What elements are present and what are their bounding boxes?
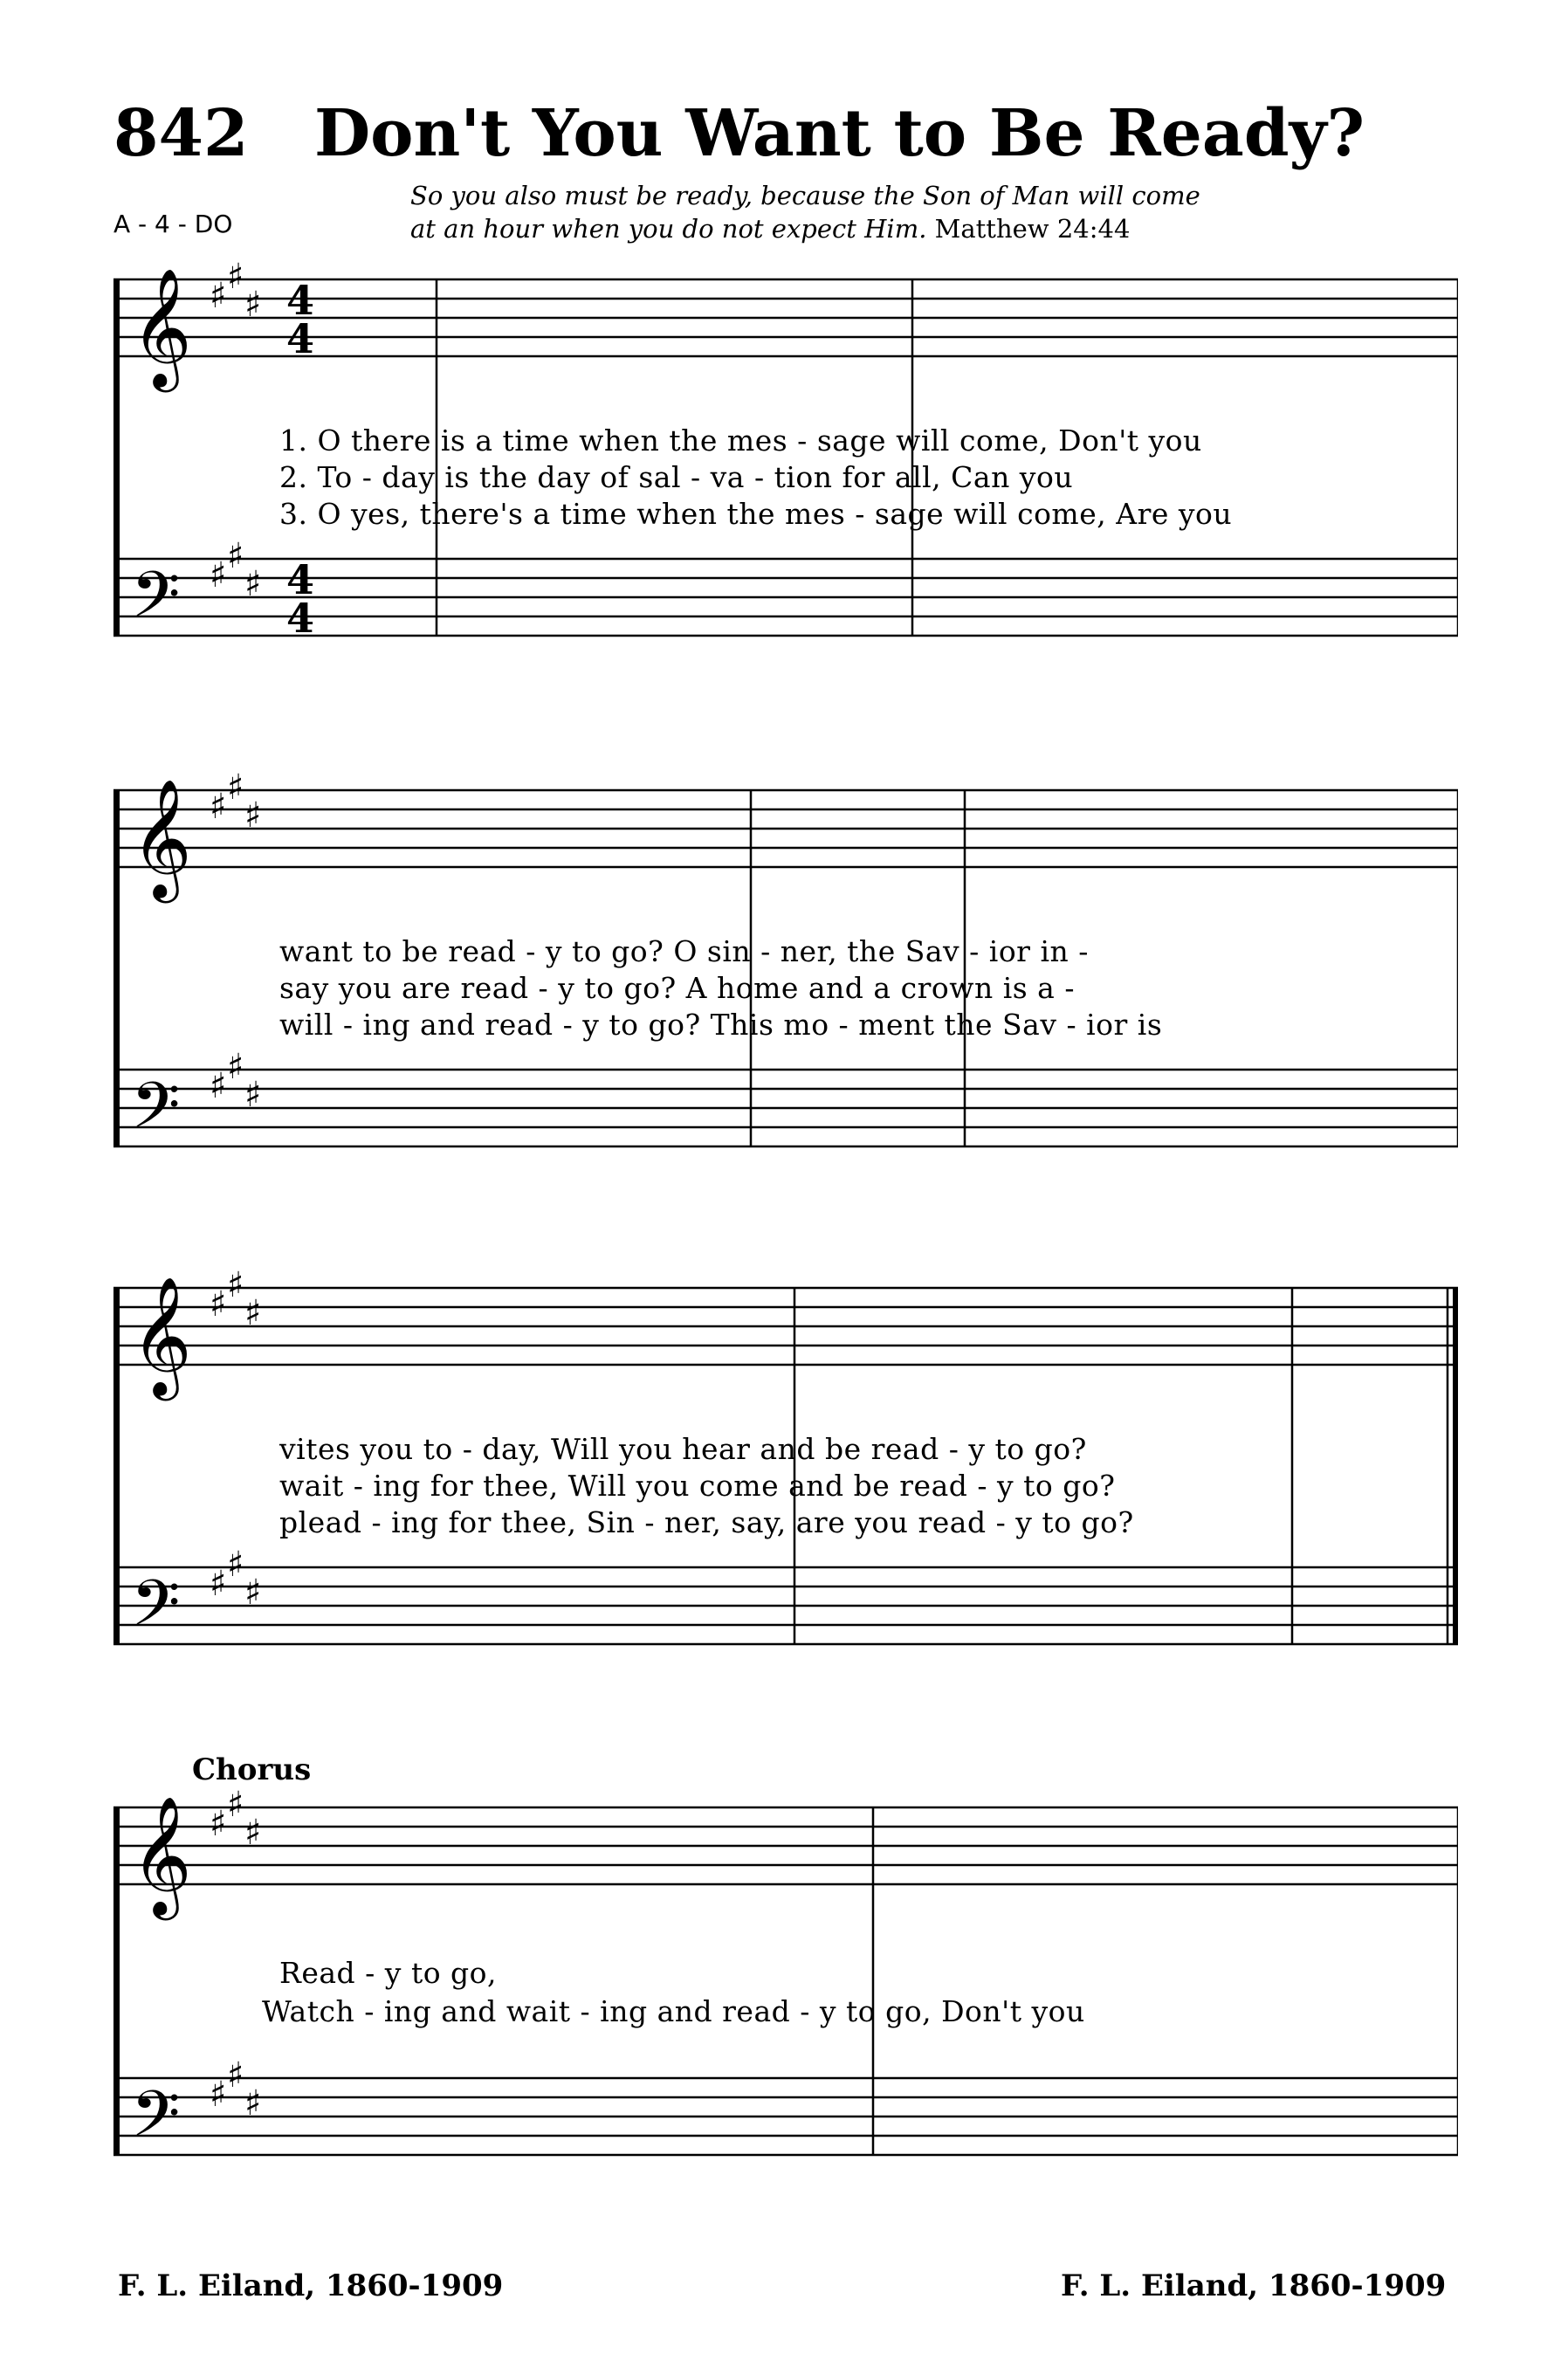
svg-text:♯: ♯ (227, 1265, 244, 1305)
svg-text:♯: ♯ (227, 536, 244, 576)
tune-code: A - 4 - DO (113, 210, 233, 238)
svg-text:♯: ♯ (244, 1293, 262, 1333)
svg-text:♯: ♯ (210, 787, 227, 827)
svg-text:♯: ♯ (227, 257, 244, 297)
svg-text:♯: ♯ (227, 767, 244, 808)
svg-text:𝄞: 𝄞 (131, 1794, 192, 1915)
svg-text:♯: ♯ (244, 1573, 262, 1613)
scripture-reference: Matthew 24:44 (934, 214, 1131, 244)
svg-text:♯: ♯ (210, 1066, 227, 1106)
lyric-verse3-line3: plead - ing for thee, Sin - ner, say, are you read - y to go? (279, 1505, 1134, 1539)
lyric-verse3-line2: will - ing and read - y to go? This mo - ment the Sav - ior is (279, 1008, 1163, 1042)
svg-text:𝄢: 𝄢 (131, 2076, 181, 2166)
svg-text:♯: ♯ (244, 1813, 262, 1853)
svg-text:𝄢: 𝄢 (131, 557, 181, 647)
scripture-quote (410, 179, 1266, 245)
svg-text:♯: ♯ (210, 1564, 227, 1604)
lyric-verse3-line1: 3. O yes, there's a time when the mes - sage will come, Are you (279, 497, 1233, 531)
svg-text:♯: ♯ (227, 1047, 244, 1087)
svg-text:♯: ♯ (210, 1284, 227, 1325)
svg-text:♯: ♯ (227, 1545, 244, 1585)
svg-text:♯: ♯ (210, 2075, 227, 2115)
svg-text:♯: ♯ (210, 276, 227, 316)
svg-text:♯: ♯ (227, 2055, 244, 2096)
svg-text:𝄞: 𝄞 (131, 777, 192, 898)
hymn-title: Don't You Want to Be Ready? (314, 96, 1365, 171)
words-credit: F. L. Eiland, 1860-1909 (118, 2268, 504, 2303)
svg-text:𝄢: 𝄢 (131, 1068, 181, 1158)
svg-text:♯: ♯ (210, 1804, 227, 1844)
svg-text:𝄢: 𝄢 (131, 1566, 181, 1655)
lyric-chorus-upper: Read - y to go, (279, 1956, 498, 1990)
lyric-verse1-line1: 1. O there is a time when the mes - sage will come, Don't you (279, 423, 1202, 458)
svg-text:4: 4 (286, 595, 315, 642)
svg-text:4: 4 (286, 556, 315, 603)
svg-text:♯: ♯ (244, 564, 262, 604)
scripture-line-1: So you also must be ready, because the Son of Man will come (410, 181, 1200, 210)
lyric-verse2-line2: say you are read - y to go? A home and a crown is a - (279, 971, 1075, 1005)
lyric-verse1-line2: want to be read - y to go? O sin - ner, the Sav - ior in - (279, 934, 1089, 968)
music-system-chorus (113, 1781, 1458, 2235)
scripture-line-2-text: at an hour when you do not expect Him. (410, 214, 927, 244)
hymn-number: 842 (113, 96, 249, 171)
music-system-3 (113, 1262, 1458, 1733)
svg-text:♯: ♯ (210, 555, 227, 595)
lyric-verse2-line3: wait - ing for thee, Will you come and be read - y to go? (279, 1469, 1116, 1503)
svg-text:4: 4 (286, 277, 315, 324)
svg-text:♯: ♯ (244, 795, 262, 836)
scripture-line-2 (410, 212, 1266, 245)
chorus-label: Chorus (192, 1752, 312, 1787)
svg-text:♯: ♯ (244, 1075, 262, 1115)
lyric-verse2-line1: 2. To - day is the day of sal - va - tion for all, Can you (279, 460, 1074, 494)
svg-text:♯: ♯ (227, 1785, 244, 1825)
svg-text:𝄞: 𝄞 (131, 1275, 192, 1395)
svg-text:4: 4 (286, 315, 315, 362)
lyric-verse1-line3: vites you to - day, Will you hear and be read - y to go? (279, 1432, 1087, 1466)
svg-text:♯: ♯ (244, 285, 262, 325)
svg-text:𝄞: 𝄞 (131, 266, 192, 387)
svg-text:♯: ♯ (244, 2083, 262, 2124)
lyric-chorus-lower: Watch - ing and wait - ing and read - y to go, Don't you (262, 1994, 1085, 2028)
music-system-1 (113, 253, 1458, 725)
music-credit: F. L. Eiland, 1860-1909 (1061, 2268, 1447, 2303)
music-system-2 (113, 764, 1458, 1236)
